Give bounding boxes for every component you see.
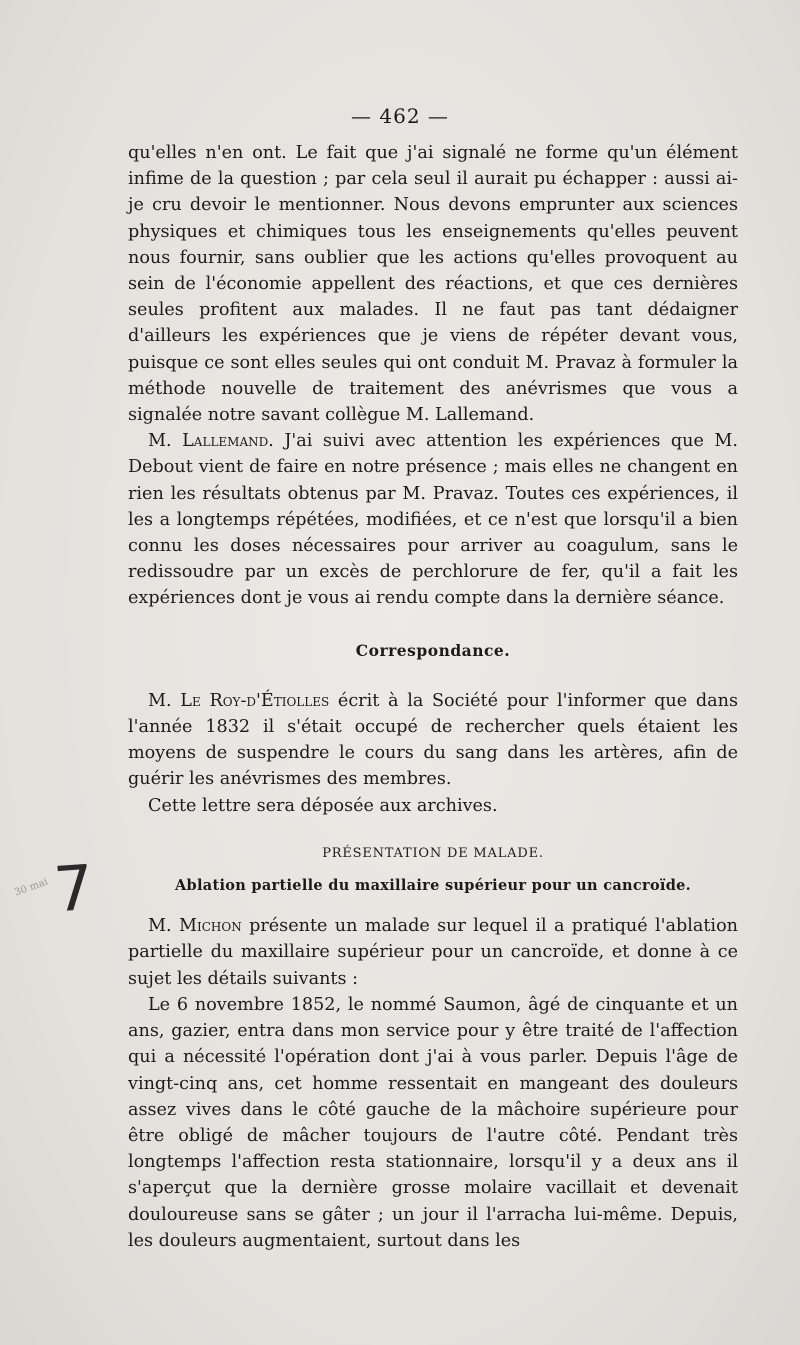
speaker-name: M. Michon [148,916,242,937]
speaker-name: M. Lallemand. [148,431,274,452]
paragraph-lallemand [128,428,738,611]
paragraph-continuation: qu'elles n'en ont. Le fait que j'ai signalé ne forme qu'un élément infime de la question ; par cela seul il aurait pu échapper : aussi ai-je cru devoir le mentionner. Nous devons emprunter aux sciences physiques et chimiques tous les enseignements qu'elles peuvent nous fournir, sans oublier que les actions qu'elles provoquent au sein de l'économie appellent des réactions, et que ces dernières seules profitent aux malades. Il ne faut pas tant dédaigner d'ailleurs les expériences que je viens de répéter devant vous, puisque ce sont elles seules qui ont conduit M. Pravaz à formuler la méthode nouvelle de traitement des anévrismes que vous a signalée notre savant collègue M. Lallemand. [128,143,738,426]
paragraph-text: J'ai suivi avec attention les expériences que M. Debout vient de faire en notre présence ; mais elles ne changent en rien les résultats obtenus par M. Pravaz. Toutes ces expériences, il les a longtemps répétées, modifiées, et ce n'est que lorsqu'il a bien connu les doses nécessaires pour arriver au coagulum, sans le redissoudre par un excès de perchlorure de fer, qu'il a fait les expériences dont je vous ai rendu compte dans la dernière séance. [128,431,738,609]
handwritten-margin-number: 7 [51,850,96,927]
paragraph-text: présente un malade sur lequel il a pratiqué l'ablation partielle du maxillaire supérieur pour un cancroïde, et donne à ce sujet les détails suivants : [128,916,738,989]
paragraph-case-history: Le 6 novembre 1852, le nommé Saumon, âgé de cinquante et un ans, gazier, entra dans mon service pour y être traité de l'affection qui a nécessité l'opération dont j'ai à vous parler. Depuis l'âge de vingt-cinq ans, cet homme ressentait en mangeant des douleurs assez vives dans le côté gauche de la mâchoire supérieure pour être obligé de mâcher toujours de l'autre côté. Pendant très longtemps l'affection resta stationnaire, lorsqu'il y a deux ans il s'aperçut que la dernière grosse molaire vacillait et devenait douloureuse sans se gâter ; un jour il l'arracha lui-même. Depuis, les douleurs augmentaient, surtout dans les [128,994,738,1251]
paragraph-michon [128,913,738,992]
paragraph-roy-etiolles [128,688,738,793]
paragraph-archives: Cette lettre sera déposée aux archives. [148,795,498,816]
section-heading-presentation: PRÉSENTATION DE MALADE. [322,845,544,861]
section-subheading-ablation: Ablation partielle du maxillaire supérieur pour un cancroïde. [174,877,692,895]
page-number: — 462 — [351,104,449,128]
speaker-name: M. Le Roy-d'Étiolles [148,690,330,711]
paragraph-text: écrit à la Société pour l'informer que dans l'année 1832 il s'était occupé de rechercher quels étaient les moyens de suspendre le cours du sang dans les artères, afin de guérir les anévrismes des membres. [128,690,738,790]
faint-margin-note: 30 mai [13,876,50,899]
body-text [128,140,738,1254]
section-heading-correspondance: Correspondance. [355,640,511,660]
